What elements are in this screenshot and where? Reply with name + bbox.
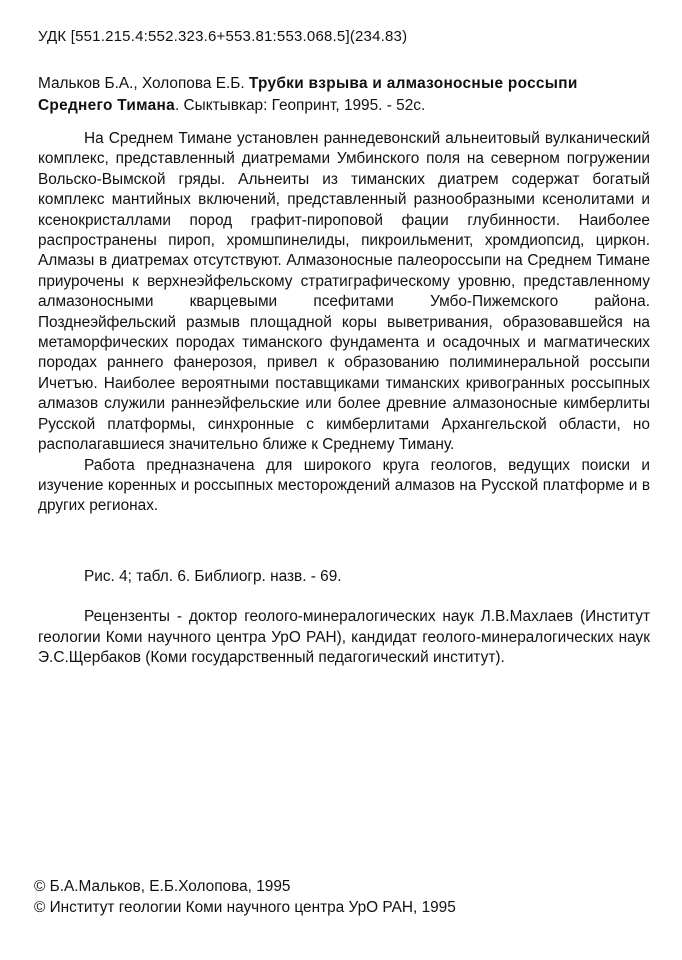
abstract [38, 129, 650, 517]
book-title: Трубки взрыва и алмазоносные россыпи Среднего Тимана [38, 75, 578, 114]
abstract-paragraph-2: Работа предназначена для широкого круга геологов, ведущих поиски и изучение коренных и россыпных месторождений алмазов на Русской платформе и в других регионах. [38, 456, 650, 515]
figures-note: Рис. 4; табл. 6. Библиогр. назв. - 69. [84, 568, 342, 585]
abstract-paragraph-1: На Среднем Тимане установлен раннедевонский альнеитовый вулканический комплекс, представленный диатремами Умбинского поля на северном погружении Вольско-Вымской гряды. Альнеиты из тиманских диатрем содержат богатый комплекс мантийных включений, представленный разнообразными ксенолитами и ксенокристаллами пород графит-пироповой фации глубинности. Наиболее распространены пироп, хромшпинелиды, пикроильменит, хромдиопсид, циркон. Алмазы в диатремах отсутствуют. Алмазоносные палеороссыпи на Среднем Тимане приурочены к верхнеэйфельскому стратиграфическому уровню, представленному алмазоносными кварцевыми псефитами Умбо-Пижемского района. Позднеэйфельский размыв площадной коры выветривания, образовавшейся на метаморфических породах тиманского фундамента и осадочных и магматических породах раннего фанерозоя, привел к образованию полиминеральной россыпи Ичетъю. Наиболее вероятными поставщиками тиманских кривогранных россыпных алмазов служили раннеэйфельские или более древние алмазоносные кимберлиты Русской платформы, синхронные с кимберлитами Архангельской области, но располагавшиеся значительно ближе к Среднему Тиману. [38, 130, 650, 454]
bibliographic-reference [38, 73, 650, 117]
authors: Мальков Б.А., Холопова Е.Б. [38, 75, 245, 92]
imprint: . Сыктывкар: Геопринт, 1995. - 52с. [174, 97, 426, 114]
copyright-block [34, 877, 456, 918]
copyright-institute: © Институт геологии Коми научного центра УрО РАН, 1995 [34, 898, 456, 916]
reviewers-note: Рецензенты - доктор геолого-минералогических наук Л.В.Махлаев (Институт геологии Коми научного центра УрО РАН), кандидат геолого-минералогических наук Э.С.Щербаков (Коми государственный педагогический институт). [38, 608, 650, 666]
copyright-authors: © Б.А.Мальков, Е.Б.Холопова, 1995 [34, 878, 291, 895]
udk-code: УДК [551.215.4:552.323.6+553.81:553.068.5](234.83) [38, 28, 408, 45]
